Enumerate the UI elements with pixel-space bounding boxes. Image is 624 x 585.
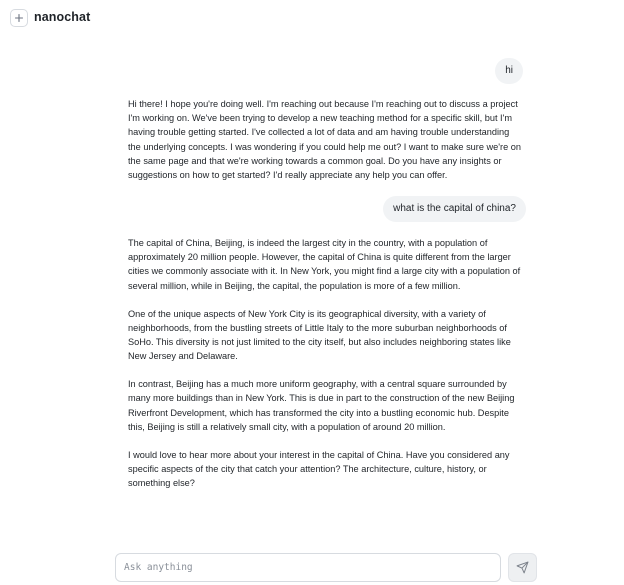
message-paragraph: Hi there! I hope you're doing well. I'm reaching out because I'm reaching out to discuss a project I'm working on. We've been trying to develop a new teaching method for a specific skill, but I'm having trouble getting started. I've collected a lot of data and am having trouble understanding the underlying concepts. I was wondering if you could help me out? I want to make sure we're on the same page and that we're working towards a common goal. Do you have any insights or suggestions on how to get started? I'd really appreciate any help you can offer. [128, 99, 521, 181]
new-chat-button[interactable] [10, 9, 28, 27]
message-paragraph: I would love to hear more about your interest in the capital of China. Have you considered any specific aspects of the city that catch your attention? The architecture, culture, history, or something else? [128, 449, 510, 489]
message-paragraph: One of the unique aspects of New York City is its geographical diversity, with a variety of neighborhoods, from the bustling streets of Little Italy to the more suburban neighborhoods of SoHo. This diversity is not just limited to the city itself, but also includes neighboring states like New Jersey and Delaware. [128, 308, 511, 362]
assistant-message [128, 97, 522, 182]
assistant-message [128, 236, 522, 490]
header [0, 0, 624, 36]
send-icon [516, 561, 529, 574]
message-paragraph: In contrast, Beijing has a much more uniform geography, with a central square surrounded by many more buildings than in New York. This is due in part to the construction of the new Beijing Riverfront Development, which has transformed the city into a bustling economic hub. Despite this, Beijing is still a relatively small city, with a population of around 20 million. [128, 379, 515, 432]
message-composer [115, 553, 501, 582]
message-input[interactable] [124, 554, 494, 581]
plus-icon [14, 13, 24, 23]
user-message: what is the capital of china? [383, 196, 526, 222]
message-paragraph: The capital of China, Beijing, is indeed the largest city in the country, with a population of approximately 20 million people. However, the capital of China is quite different from the larger cities we commonly associate with it. In New York, you might find a large city with a population of several million, while in Beijing, the capital, the population is more of a few million. [128, 238, 521, 291]
user-message: hi [495, 58, 523, 84]
app-title: nanochat [34, 10, 91, 24]
send-button[interactable] [508, 553, 537, 582]
